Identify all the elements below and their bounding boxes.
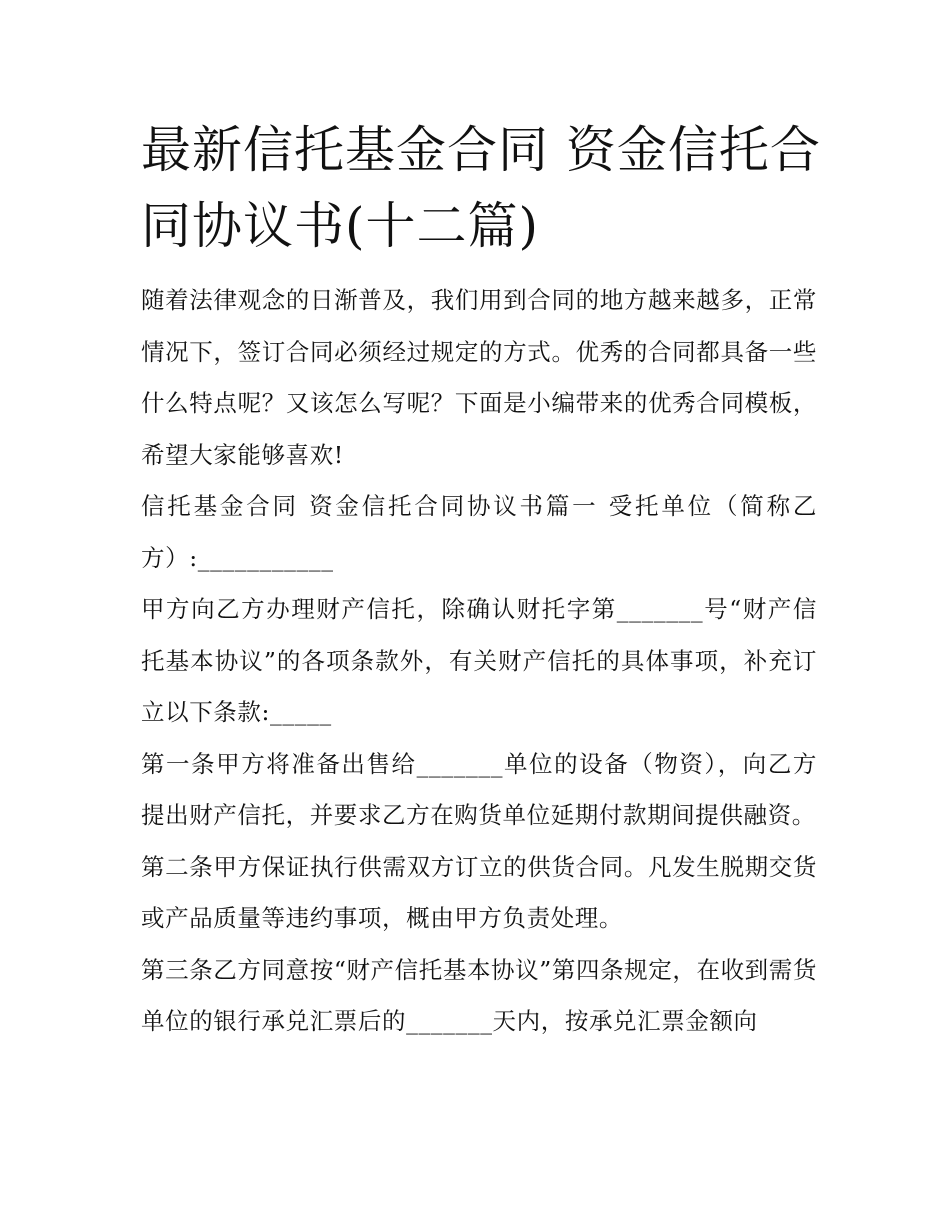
article-2-paragraph: 第二条甲方保证执行供需双方订立的供货合同。凡发生脱期交货或产品质量等违约事项，概由甲方负责处理。 <box>141 852 817 932</box>
preamble-paragraph: 甲方向乙方办理财产信托，除确认财托字第_______号“财产信托基本协议”的各项条款外，有关财产信托的具体事项，补充订立以下条款:_____ <box>141 595 817 726</box>
intro-paragraph: 随着法律观念的日渐普及，我们用到合同的地方越来越多，正常情况下，签订合同必须经过规定的方式。优秀的合同都具备一些什么特点呢？又该怎么写呢？下面是小编带来的优秀合同模板，希望大家能够喜欢! <box>141 286 817 469</box>
document-body <box>141 275 817 1048</box>
article-1-paragraph: 第一条甲方将准备出售给_______单位的设备（物资），向乙方提出财产信托，并要求乙方在购货单位延期付款期间提供融资。 <box>141 749 817 829</box>
article-3-paragraph: 第三条乙方同意按“财产信托基本协议”第四条规定，在收到需货单位的银行承兑汇票后的_______天内，按承兑汇票金额向 <box>141 955 817 1035</box>
document-title: 最新信托基金合同 资金信托合同协议书(十二篇) <box>141 121 821 255</box>
trustee-paragraph: 信托基金合同 资金信托合同协议书篇一 受托单位（简称乙方）:___________ <box>141 492 817 572</box>
